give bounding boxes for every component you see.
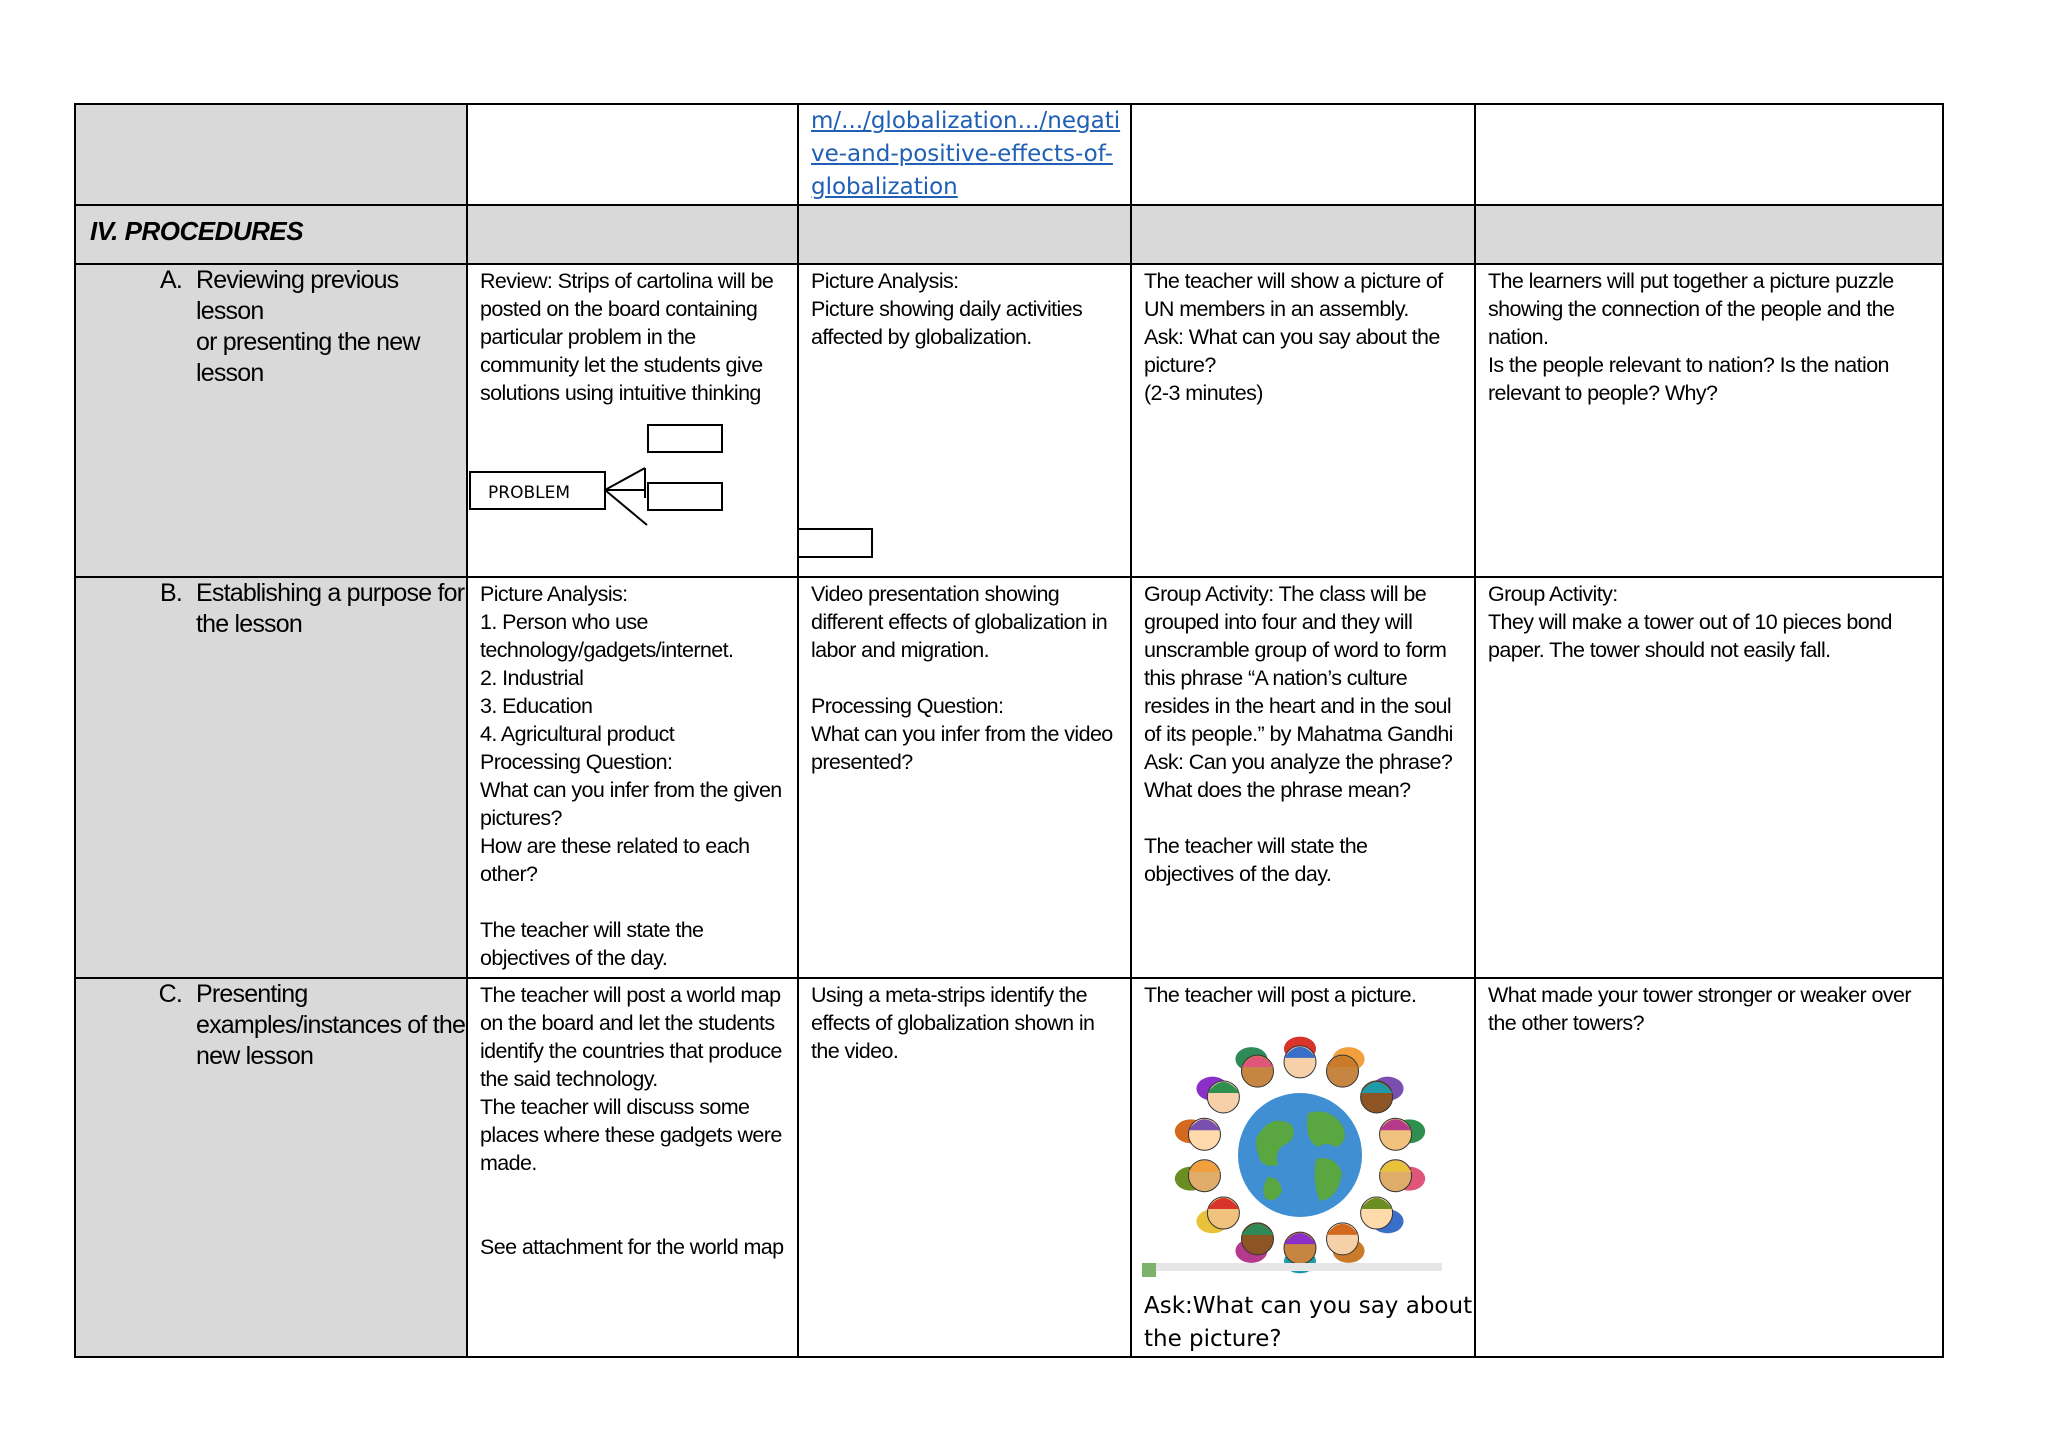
empty-box [797, 528, 873, 558]
row-b-cell-4 [1475, 577, 1943, 978]
row-a-text-2: Picture Analysis: Picture showing daily activities affected by globalization. [811, 269, 1083, 349]
reference-link[interactable]: m/.../globalization.../negati ve-and-positive-effects-of- globalization [811, 108, 1121, 200]
child-figure-icon [1235, 1223, 1273, 1263]
row-a-text-3: The teacher will show a picture of UN members in an assembly. Ask: What can you say about the picture? (2-3 minutes) [1144, 269, 1443, 405]
row-b-heading [76, 578, 466, 640]
child-figure-icon [1361, 1197, 1404, 1233]
row-b-cell-2 [798, 577, 1131, 978]
child-figure-icon [1361, 1077, 1404, 1113]
row-c-letter: C. [158, 980, 182, 1008]
continued-cell-1 [467, 104, 798, 205]
child-figure-icon [1175, 1118, 1221, 1150]
child-figure-icon [1235, 1047, 1273, 1087]
row-a-label-cell [75, 264, 467, 577]
row-a-cell-1 [467, 264, 798, 577]
row-c-title: Presenting examples/instances of the new lesson [196, 980, 466, 1070]
child-figure-icon [1380, 1160, 1426, 1192]
row-c-cell-3 [1131, 978, 1475, 1357]
row-b-label-cell [75, 577, 467, 978]
child-figure-icon [1196, 1197, 1239, 1233]
row-a-text-4: The learners will put together a picture puzzle showing the connection of the people and the nation. Is the people relevant to nation? Is the nation relevant to people? Why? [1488, 269, 1895, 405]
row-c-label-cell [75, 978, 467, 1357]
row-a-cell-2 [798, 264, 1131, 577]
row-c-text-4: What made your tower stronger or weaker over the other towers? [1488, 983, 1911, 1035]
row-b-cell-1 [467, 577, 798, 978]
continued-cell-2 [798, 104, 1131, 205]
row-b-text-1: Picture Analysis: 1. Person who use technology/gadgets/internet. 2. Industrial 3. Education 4. Agricultural product Processing Question: What can you infer from the given pictures? How are these related to each other? The teacher will state the objectives of the day. [480, 582, 782, 970]
row-b-text-3: Group Activity: The class will be grouped into four and they will unscramble group of word to form this phrase “A nation’s culture resides in the heart and in the soul of its people.” by Mahatma Gandhi Ask: Can you analyze the phrase? What does the phrase mean? The teacher will state the objectives of the day. [1144, 582, 1453, 886]
row-b-letter: B. [159, 579, 182, 607]
row-a-cell-4 [1475, 264, 1943, 577]
row-a-title: Reviewing previous lesson or presenting the new lesson [196, 266, 420, 387]
row-c-ask: Ask:What can you say about the picture? [1144, 1293, 1473, 1352]
problem-label: PROBLEM [488, 483, 570, 503]
row-b-text-2: Video presentation showing different effects of globalization in labor and migration. Processing Question: What can you infer from the video presented? [811, 582, 1113, 774]
child-figure-icon [1284, 1037, 1316, 1078]
row-c-text-1: The teacher will post a world map on the board and let the students identify the countries that produce the said technology. The teacher will discuss some places where these gadgets were made. See attachment for the world map [480, 983, 784, 1259]
row-b-cell-3 [1131, 577, 1475, 978]
row-c-text-2: Using a meta-strips identify the effects of globalization shown in the video. [811, 983, 1095, 1063]
row-c-heading [76, 979, 466, 1072]
row-b-text-4: Group Activity: They will make a tower out of 10 pieces bond paper. The tower should not easily fall. [1488, 582, 1892, 662]
child-figure-icon [1175, 1160, 1221, 1192]
row-c-cell-2 [798, 978, 1131, 1357]
row-b-title: Establishing a purpose for the lesson [196, 579, 465, 638]
procedures-table [74, 103, 1944, 1358]
problem-branch-diagram [468, 265, 799, 578]
row-c-cell-4 [1475, 978, 1943, 1357]
section-header: IV. PROCEDURES [90, 216, 304, 246]
world-children-picture [1140, 1027, 1460, 1287]
row-c-text-3: The teacher will post a picture. [1144, 983, 1417, 1007]
continued-cell-4 [1475, 104, 1943, 205]
child-figure-icon [1327, 1223, 1365, 1263]
continued-row-label-cell [75, 104, 467, 205]
child-figure-icon [1380, 1118, 1426, 1150]
row-a-heading [76, 265, 466, 389]
row-a-letter: A. [159, 266, 182, 294]
globe-icon [1238, 1093, 1362, 1217]
row-a-text-1: Review: Strips of cartolina will be posted on the board containing particular problem in the community let the students give solutions using intuitive thinking [480, 269, 774, 405]
continued-cell-3 [1131, 104, 1475, 205]
child-figure-icon [1196, 1077, 1239, 1113]
section-header-cell [75, 205, 467, 264]
row-c-cell-1 [467, 978, 798, 1357]
child-figure-icon [1327, 1047, 1365, 1087]
row-a-cell-3 [1131, 264, 1475, 577]
